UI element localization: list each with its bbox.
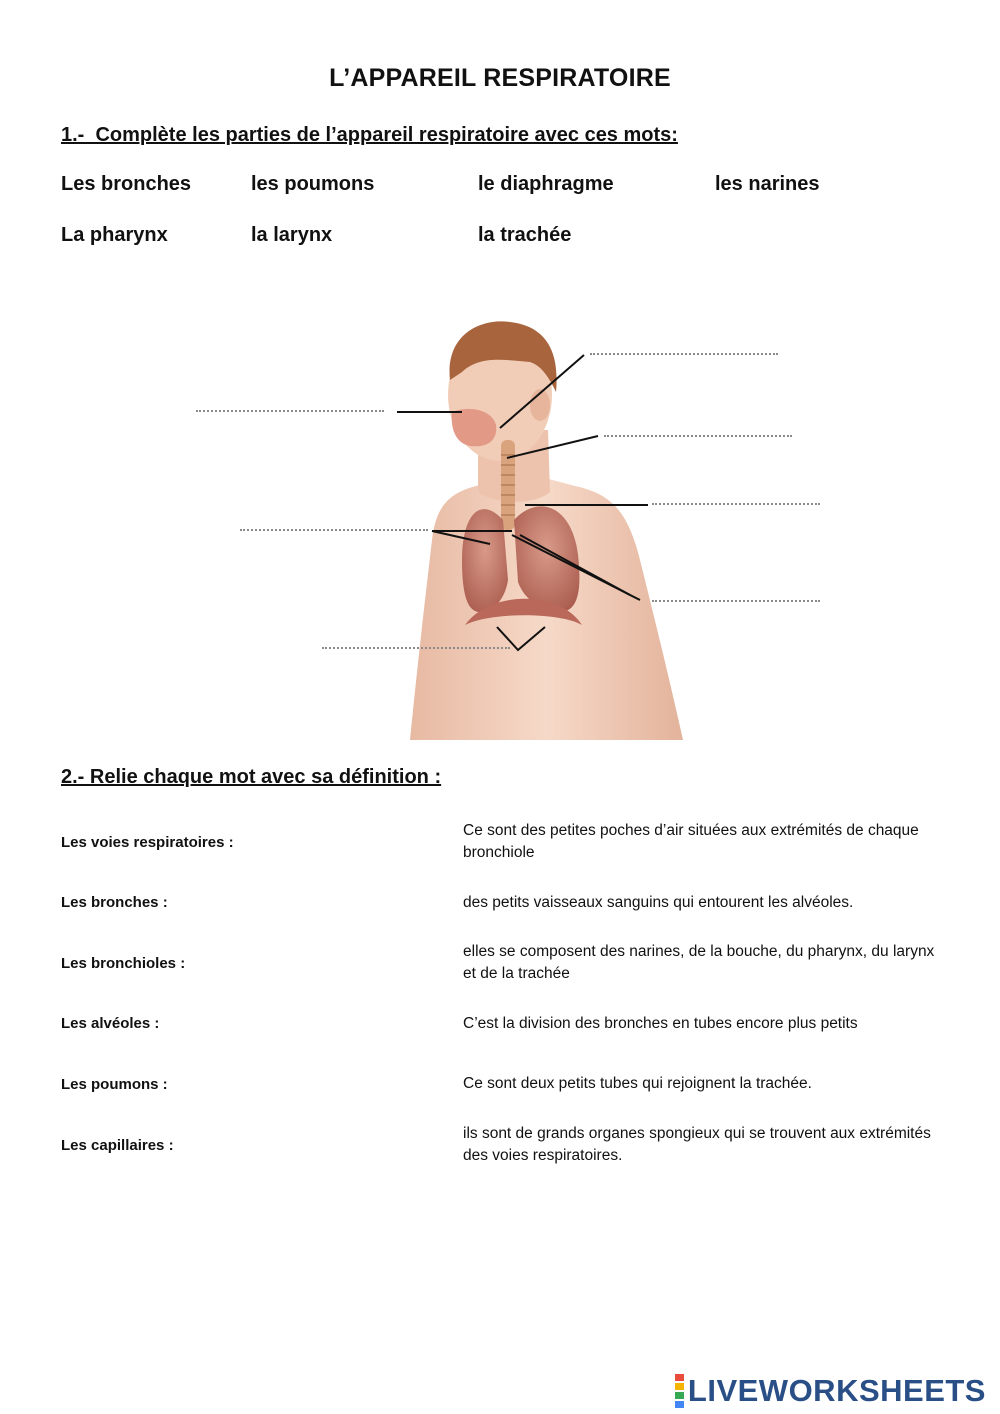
- liveworksheets-logo: [675, 1373, 986, 1409]
- match-definition[interactable]: Ce sont deux petits tubes qui rejoignent la trachée.: [463, 1075, 812, 1092]
- word-bank-item: la larynx: [251, 224, 333, 246]
- word-bank-item: La pharynx: [61, 224, 168, 246]
- match-definition[interactable]: des petits vaisseaux sanguins qui entourent les alvéoles.: [463, 894, 854, 911]
- match-term[interactable]: Les bronches :: [61, 894, 168, 911]
- match-definition[interactable]: elles se composent des narines, de la bouche, du pharynx, du larynx et de la trachée: [463, 943, 935, 982]
- answer-blank-2[interactable]: [196, 410, 384, 412]
- word-bank-item: les narines: [715, 173, 820, 195]
- answer-blank-4[interactable]: [652, 503, 820, 505]
- answer-blank-1[interactable]: [590, 353, 778, 355]
- match-definition[interactable]: C’est la division des bronches en tubes encore plus petits: [463, 1015, 858, 1032]
- answer-blank-3[interactable]: [604, 435, 792, 437]
- answer-blank-7[interactable]: [322, 647, 510, 649]
- match-definition[interactable]: ils sont de grands organes spongieux qui se trouvent aux extrémités des voies respiratoires.: [463, 1125, 931, 1164]
- answer-blank-5[interactable]: [240, 529, 428, 531]
- match-definition[interactable]: Ce sont des petites poches d’air situées aux extrémités de chaque bronchiole: [463, 822, 919, 861]
- word-bank-item: les poumons: [251, 173, 375, 195]
- section2-heading: 2.- Relie chaque mot avec sa définition :: [61, 766, 442, 788]
- word-bank-item: Les bronches: [61, 173, 192, 195]
- word-bank-item: le diaphragme: [478, 173, 614, 195]
- answer-blank-6[interactable]: [652, 600, 820, 602]
- match-term[interactable]: Les bronchioles :: [61, 955, 186, 972]
- logo-text: LIVEWORKSHEETS: [687, 1373, 986, 1408]
- match-term[interactable]: Les poumons :: [61, 1076, 168, 1093]
- match-term[interactable]: Les capillaires :: [61, 1137, 174, 1154]
- match-term[interactable]: Les alvéoles :: [61, 1015, 160, 1032]
- section1-heading: 1.-_Complète les parties de l’appareil respiratoire avec ces mots:: [61, 124, 678, 146]
- logo-mark-icon: [675, 1373, 684, 1409]
- page-title: L’APPAREIL RESPIRATOIRE: [329, 64, 671, 92]
- word-bank-item: la trachée: [478, 224, 572, 246]
- right-lung-shape: [462, 509, 508, 612]
- match-term[interactable]: Les voies respiratoires :: [61, 834, 234, 851]
